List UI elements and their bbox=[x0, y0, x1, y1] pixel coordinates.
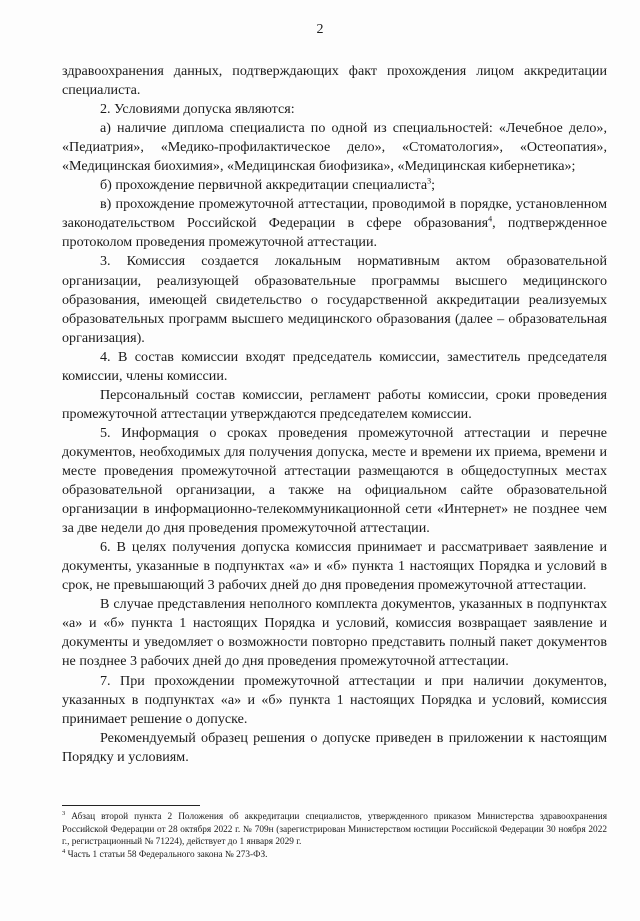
paragraph-2v-tail: , bbox=[492, 215, 496, 232]
paragraph-2b-tail: ; bbox=[431, 177, 436, 194]
footnotes bbox=[62, 811, 607, 861]
paragraph-7-sample: Рекомендуемый образец решения о допуске приведен в приложении к настоящим Порядку и условиям. bbox=[62, 729, 607, 765]
paragraph-2-heading: 2. Условиями допуска являются: bbox=[100, 101, 295, 118]
paragraph-2v-continuation: подтвержденное протоколом проведения промежуточной аттестации. bbox=[62, 215, 607, 251]
paragraph-6-incomplete: В случае представления неполного комплекта документов, указанных в подпунктах «а» и «б» пункта 1 настоящих Порядка и условий, комиссия возвращает заявление и документы и уведомляет о возможности повторно представить полный пакет документов не позднее 3 рабочих дней до дня проведения промежуточной аттестации. bbox=[62, 596, 607, 670]
paragraph-2b-text: б) прохождение первичной аккредитации специалиста bbox=[100, 177, 428, 194]
paragraph-6: 6. В целях получения допуска комиссия принимает и рассматривает заявление и документы, указанные в подпунктах «а» и «б» пункта 1 настоящих Порядка и условий в срок, не превышающий 3 рабочих дней до дня проведения промежуточной аттестации. bbox=[62, 539, 607, 594]
paragraph-3: 3. Комиссия создается локальным нормативным актом образовательной организации, реализующей образовательные программы высшего медицинского образования, имеющей свидетельство о государственной аккредитации реализуемых образовательных программ высшего медицинского образования (далее – образовательная организация). bbox=[62, 253, 607, 346]
paragraph-2v bbox=[62, 195, 607, 252]
paragraph-2b bbox=[62, 176, 607, 195]
footnote-4-text: Часть 1 статьи 58 Федерального закона № 273-ФЗ. bbox=[65, 849, 268, 860]
footnote-3 bbox=[62, 811, 607, 849]
footnote-separator bbox=[62, 805, 200, 806]
footnote-4 bbox=[62, 849, 607, 862]
footnote-ref-3: 3 bbox=[427, 176, 432, 186]
paragraph-continuation: здравоохранения данных, подтверждающих факт прохождения лицом аккредитации специалиста. bbox=[62, 63, 607, 99]
footnote-3-text: Абзац второй пункта 2 Положения об аккредитации специалистов, утвержденного приказом Министерства здравоохранения Российской Федерации от 28 октября 2022 г. № 709н (зарегистрирован Министерством юстиции Российской Федерации 30 ноября 2022 г., регистрационный № 71224), действует до 1 января 2029 г. bbox=[62, 812, 607, 848]
footnote-ref-4: 4 bbox=[488, 214, 493, 224]
footnote-4-mark: 4 bbox=[62, 847, 66, 855]
paragraph-2a: а) наличие диплома специалиста по одной из специальностей: «Лечебное дело», «Педиатрия», «Медико-профилактическое дело», «Стоматология», «Остеопатия», «Медицинская биохимия», «Медицинская биофизика», «Медицинская кибернетика»; bbox=[62, 120, 607, 175]
document-body bbox=[62, 62, 607, 767]
footnote-3-mark: 3 bbox=[62, 809, 66, 817]
paragraph-7: 7. При прохождении промежуточной аттестации и при наличии документов, указанных в подпунктах «а» и «б» пункта 1 настоящих Порядка и условий, комиссия принимает решение о допуске. bbox=[62, 672, 607, 727]
paragraph-4-personnel: Персональный состав комиссии, регламент работы комиссии, сроки проведения промежуточной аттестации утверждаются председателем комиссии. bbox=[62, 386, 607, 422]
paragraph-2v-text: в) прохождение промежуточной аттестации, проводимой в порядке, установленном законодательством Российской Федерации в сфере образования bbox=[62, 196, 607, 232]
paragraph-4: 4. В состав комиссии входят председатель комиссии, заместитель председателя комиссии, члены комиссии. bbox=[62, 348, 607, 384]
paragraph-5: 5. Информация о сроках проведения промежуточной аттестации и перечне документов, необходимых для получения допуска, месте и времени их приема, времени и месте проведения промежуточной аттестации размещаются в общедоступных местах образовательной организации, а также на официальном сайте образовательной организации в информационно-телекоммуникационной сети «Интернет» не позднее чем за две недели до дня проведения промежуточной аттестации. bbox=[62, 424, 607, 537]
page-number: 2 bbox=[316, 22, 324, 37]
